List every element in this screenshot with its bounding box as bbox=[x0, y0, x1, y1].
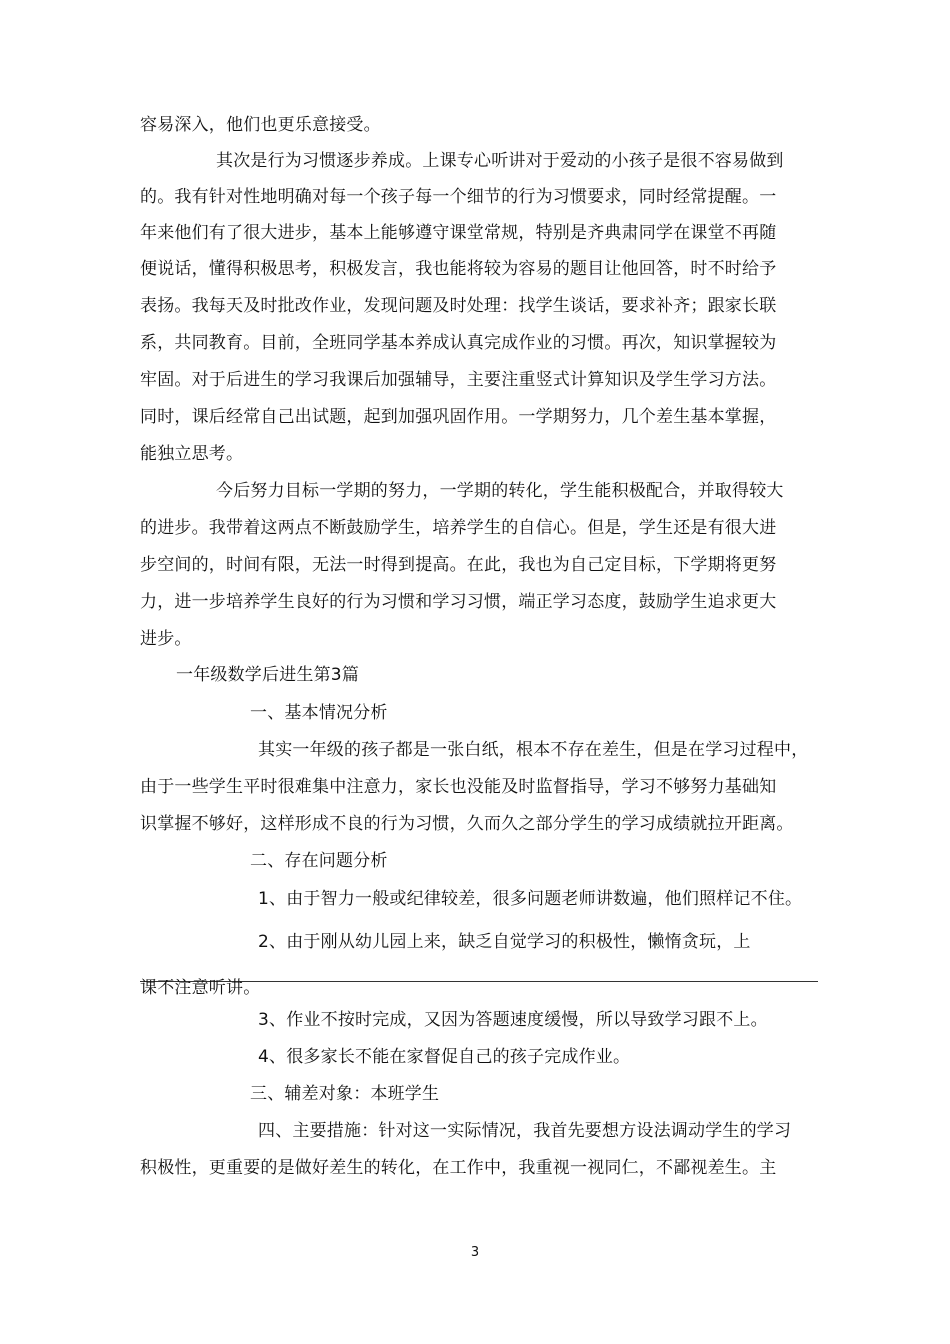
text-line: 表扬。我每天及时批改作业，发现问题及时处理：找学生谈话，要求补齐；跟家长联 bbox=[140, 296, 777, 316]
text-line: 同时，课后经常自己出试题，起到加强巩固作用。一学期努力，几个差生基本掌握， bbox=[140, 407, 777, 427]
section-title: 一年级数学后进生第3篇 bbox=[176, 665, 360, 685]
text-line: 由于一些学生平时很难集中注意力，家长也没能及时监督指导，学习不够努力基础知 bbox=[140, 777, 777, 797]
text-line: 系，共同教育。目前，全班同学基本养成认真完成作业的习惯。再次，知识掌握较为 bbox=[140, 333, 777, 353]
section-heading: 四、主要措施：针对这一实际情况，我首先要想方设法调动学生的学习 bbox=[258, 1121, 792, 1141]
text-line: 力，进一步培养学生良好的行为习惯和学习习惯，端正学习态度，鼓励学生追求更大 bbox=[140, 592, 777, 612]
text-line: 便说话，懂得积极思考，积极发言，我也能将较为容易的题目让他回答，时不时给予 bbox=[140, 259, 777, 279]
paragraph-first-line: 其次是行为习惯逐步养成。上课专心听讲对于爱动的小孩子是很不容易做到 bbox=[216, 151, 784, 171]
text-line: 进步。 bbox=[140, 629, 192, 649]
text-line: 步空间的，时间有限，无法一时得到提高。在此，我也为自己定目标，下学期将更努 bbox=[140, 555, 777, 575]
text-line: 课不注意听讲。 bbox=[140, 978, 261, 998]
list-item: 1、由于智力一般或纪律较差，很多问题老师讲数遍，他们照样记不住。 bbox=[258, 889, 803, 909]
list-item: 4、很多家长不能在家督促自己的孩子完成作业。 bbox=[258, 1047, 631, 1067]
page-number: 3 bbox=[470, 1245, 480, 1260]
section-heading: 二、存在问题分析 bbox=[250, 851, 388, 871]
text-line: 识掌握不够好，这样形成不良的行为习惯，久而久之部分学生的学习成绩就拉开距离。 bbox=[140, 814, 794, 834]
section-heading: 一、基本情况分析 bbox=[250, 703, 388, 723]
list-item: 3、作业不按时完成，又因为答题速度缓慢，所以导致学习跟不上。 bbox=[258, 1010, 768, 1030]
paragraph-first-line: 其实一年级的孩子都是一张白纸，根本不存在差生，但是在学习过程中， bbox=[258, 740, 809, 760]
text-line: 的进步。我带着这两点不断鼓励学生，培养学生的自信心。但是，学生还是有很大进 bbox=[140, 518, 777, 538]
text-line: 牢固。对于后进生的学习我课后加强辅导，主要注重竖式计算知识及学生学习方法。 bbox=[140, 370, 777, 390]
text-line: 积极性，更重要的是做好差生的转化，在工作中，我重视一视同仁，不鄙视差生。主 bbox=[140, 1158, 777, 1178]
paragraph-first-line: 今后努力目标一学期的努力，一学期的转化，学生能积极配合，并取得较大 bbox=[216, 481, 784, 501]
text-line: 年来他们有了很大进步，基本上能够遵守课堂常规，特别是齐典肃同学在课堂不再随 bbox=[140, 223, 777, 243]
section-heading: 三、辅差对象：本班学生 bbox=[250, 1084, 440, 1104]
text-line: 的。我有针对性地明确对每一个孩子每一个细节的行为习惯要求，同时经常提醒。一 bbox=[140, 187, 777, 207]
text-line: 能独立思考。 bbox=[140, 444, 244, 464]
list-item: 2、由于刚从幼儿园上来，缺乏自觉学习的积极性，懒惰贪玩，上 bbox=[258, 932, 751, 952]
text-line: 容易深入，他们也更乐意接受。 bbox=[140, 115, 381, 135]
